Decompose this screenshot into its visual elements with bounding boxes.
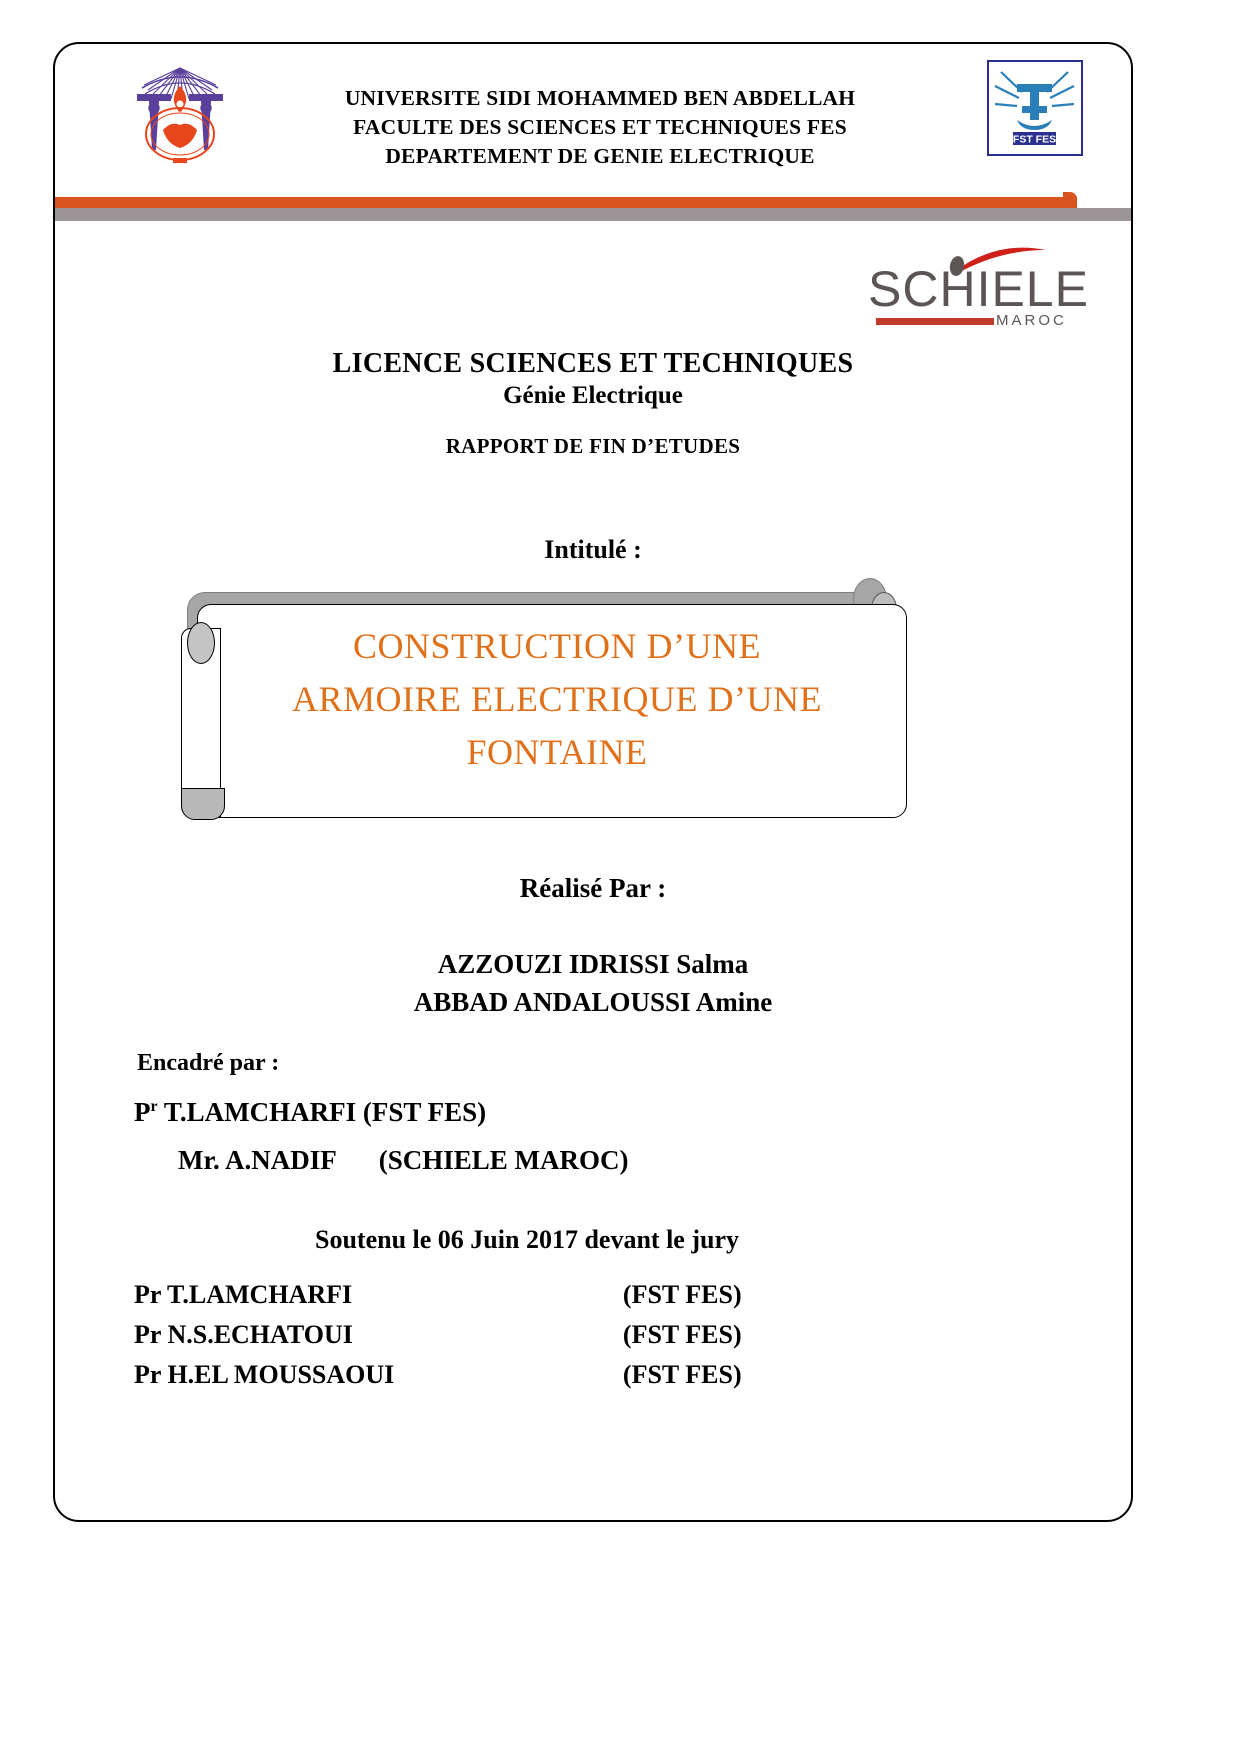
degree-specialty: Génie Electrique (503, 382, 683, 409)
supervisors-label: Encadré par : (137, 1050, 280, 1076)
scroll-curl-left-bottom (181, 788, 225, 820)
jury-member-name: Pr T.LAMCHARFI (134, 1280, 353, 1309)
scroll-curl-left-top (187, 622, 215, 664)
authors-list (53, 945, 1133, 1021)
orange-divider-bar (55, 197, 1077, 208)
schiele-maroc-logo (868, 248, 1089, 334)
jury-row (134, 1355, 804, 1395)
supervisor-1-prefix: P (134, 1097, 151, 1127)
university-emblem-logo (115, 58, 245, 178)
document-type-label: RAPPORT DE FIN D’ETUDES (445, 434, 741, 458)
jury-row (134, 1315, 804, 1355)
fst-fes-logo (987, 60, 1083, 156)
jury-row (134, 1275, 804, 1315)
supervisor-2 (178, 1145, 629, 1176)
project-title-line-1: CONSTRUCTION D’UNE (353, 626, 761, 666)
supervisor-2-affiliation: (SCHIELE MAROC) (378, 1145, 629, 1175)
faculty-name: FACULTE DES SCIENCES ET TECHNIQUES FES (353, 115, 847, 139)
supervisor-1-name: T.LAMCHARFI (FST FES) (157, 1097, 487, 1127)
jury-member-affiliation: (FST FES) (622, 1280, 742, 1309)
svg-text:FST FES: FST FES (1012, 133, 1057, 146)
jury-list (134, 1275, 804, 1395)
defense-date-line: Soutenu le 06 Juin 2017 devant le jury (315, 1225, 739, 1254)
university-name: UNIVERSITE SIDI MOHAMMED BEN ABDELLAH (344, 86, 856, 110)
schiele-country-label: MAROC (996, 312, 1067, 329)
title-label: Intitulé : (544, 535, 642, 564)
jury-member-name: Pr N.S.ECHATOUI (134, 1320, 353, 1349)
project-title-line-2: ARMOIRE ELECTRIQUE D’UNE (292, 679, 822, 719)
document-header (55, 44, 1131, 194)
supervisor-1 (134, 1097, 486, 1128)
schiele-red-rule (876, 318, 994, 325)
gray-divider-bar (55, 208, 1131, 221)
student-name-2: ABBAD ANDALOUSSI Amine (413, 987, 773, 1017)
header-institution-text (255, 84, 945, 171)
student-name-1: AZZOUZI IDRISSI Salma (437, 949, 749, 979)
supervisor-2-name: Mr. A.NADIF (178, 1145, 337, 1175)
project-title-scroll-banner (173, 592, 911, 837)
jury-member-affiliation: (FST FES) (622, 1320, 742, 1349)
jury-member-name: Pr H.EL MOUSSAOUI (134, 1360, 395, 1389)
project-title-line-3: FONTAINE (466, 732, 648, 772)
supervisor-1-superscript: r (150, 1098, 158, 1115)
project-title (227, 620, 887, 779)
authors-label: Réalisé Par : (519, 873, 667, 903)
department-name: DEPARTEMENT DE GENIE ELECTRIQUE (385, 144, 815, 168)
schiele-wordmark: SCHIELE (868, 261, 1089, 317)
jury-member-affiliation: (FST FES) (622, 1360, 742, 1389)
degree-program-title: LICENCE SCIENCES ET TECHNIQUES (332, 348, 854, 379)
orange-divider-bar-cap (1063, 192, 1077, 208)
